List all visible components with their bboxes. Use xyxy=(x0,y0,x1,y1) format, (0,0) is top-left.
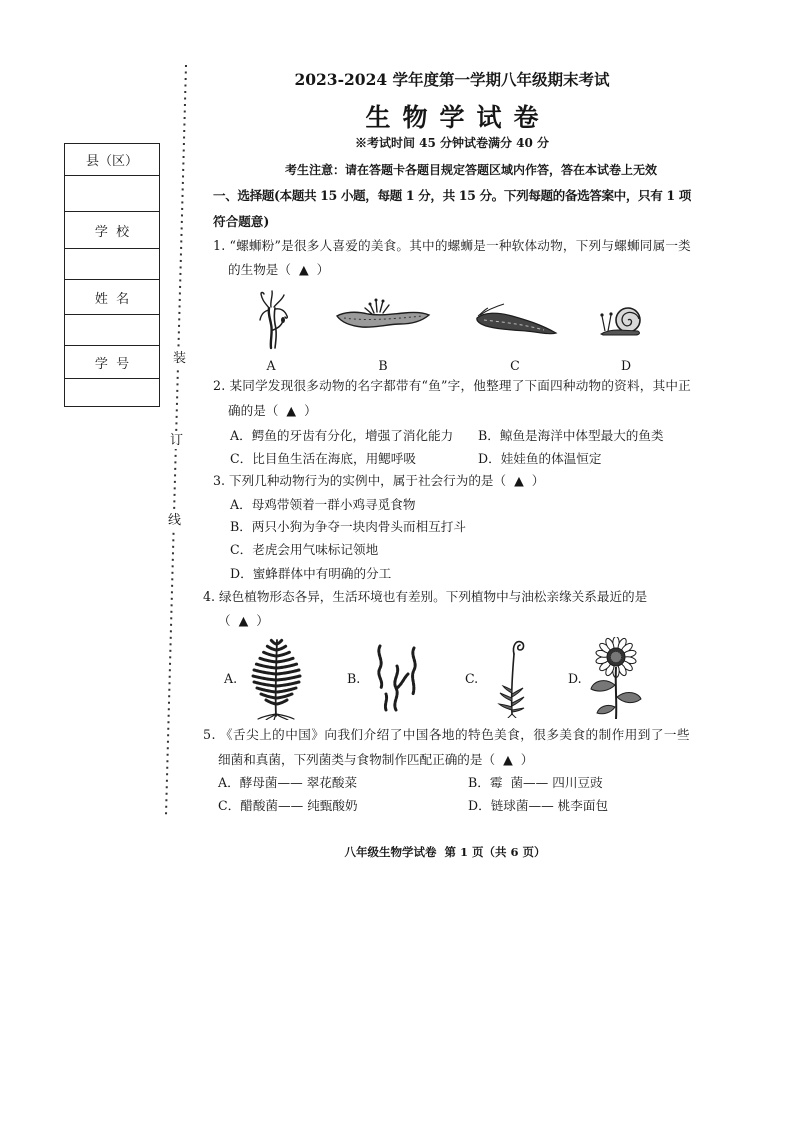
fern-image xyxy=(246,636,304,720)
question-4-option-a-label: A. xyxy=(224,671,238,686)
exam-title: 2023-2024 学年度第一学期八年级期末考试 xyxy=(294,70,610,89)
question-1-number: 1. xyxy=(213,238,226,253)
binding-char-ding: 订 xyxy=(170,433,184,448)
question-2-option-b: B．鲸鱼是海洋中体型最大的鱼类 xyxy=(478,428,664,443)
section-heading-line-1: 一、选择题(本题共 15 小题，每题 1 分，共 15 分。下列每题的备选答案中，只有 1 项 xyxy=(213,188,691,203)
question-2-number: 2. xyxy=(213,378,226,393)
question-4-option-d-label: D. xyxy=(568,671,582,686)
question-3-number: 3. xyxy=(213,473,226,488)
candidate-notice: 考生注意：请在答题卡各题目规定答题区域内作答，答在本试卷上无效 xyxy=(285,163,658,177)
question-5-option-b: B．霉 菌—— 四川豆豉 xyxy=(468,775,603,790)
subject-title: 生物学试卷 xyxy=(365,103,551,132)
county-field xyxy=(65,176,159,212)
question-2-option-d: D．娃娃鱼的体温恒定 xyxy=(478,451,602,466)
question-5-stem-line-2: 细菌和真菌，下列菌类与食物制作匹配正确的是（ ▲ ） xyxy=(218,752,534,767)
algae-image xyxy=(372,644,420,714)
question-3-stem: 3. 下列几种动物行为的实例中，属于社会行为的是（ ▲ ） xyxy=(213,473,545,488)
snail-image xyxy=(598,300,644,338)
student-number-field xyxy=(65,379,159,406)
question-5-option-c: C．醋酸菌—— 纯甄酸奶 xyxy=(218,798,358,813)
question-3-option-a: A．母鸡带领着一群小鸡寻觅食物 xyxy=(230,497,416,512)
county-label: 县（区） xyxy=(65,144,159,176)
question-4-option-c-label: C. xyxy=(465,671,479,686)
section-heading-line-2: 符合题意) xyxy=(213,214,270,229)
question-1-option-d-label: D xyxy=(620,358,632,373)
hydra-image xyxy=(254,290,294,350)
name-label: 姓 名 xyxy=(65,280,159,315)
question-3-option-d: D．蜜蜂群体中有明确的分工 xyxy=(230,566,392,581)
school-label: 学 校 xyxy=(65,212,159,249)
question-4-number: 4. xyxy=(203,589,216,604)
question-2-stem-line-2: 确的是（ ▲ ） xyxy=(228,403,317,418)
question-5-option-a: A．酵母菌—— 翠花酸菜 xyxy=(218,775,358,790)
student-number-label: 学 号 xyxy=(65,346,159,379)
sunflower-image xyxy=(587,637,645,721)
binding-char-xian: 线 xyxy=(168,513,182,528)
school-field xyxy=(65,249,159,280)
question-2-option-c: C．比目鱼生活在海底，用鳃呼吸 xyxy=(230,451,416,466)
student-info-table xyxy=(64,143,160,407)
question-2-option-a: A．鳄鱼的牙齿有分化，增强了消化能力 xyxy=(230,428,454,443)
question-1-stem-line-1: 1. “螺蛳粉”是很多人喜爱的美食。其中的螺蛳是一种软体动物，下列与螺蛳同属一类 xyxy=(213,238,691,253)
question-3-option-b: B．两只小狗为争夺一块肉骨头而相互打斗 xyxy=(230,519,466,534)
question-1-option-c-label: C xyxy=(510,358,520,373)
moss-image xyxy=(490,638,530,718)
question-4-stem-line-1: 4. 绿色植物形态各异，生活环境也有差别。下列植物中与油松亲缘关系最近的是 xyxy=(203,589,648,604)
question-5-number: 5. xyxy=(203,727,216,742)
question-2-stem-line-1: 2. 某同学发现很多动物的名字都带有“鱼”字，他整理了下面四种动物的资料，其中正 xyxy=(213,378,691,393)
question-1-option-a-label: A xyxy=(266,358,276,373)
question-1-stem-line-2: 的生物是（ ▲ ） xyxy=(228,262,330,277)
question-5-stem-line-1: 5. 《舌尖上的中国》向我们介绍了中国各地的特色美食，很多美食的制作用到了一些 xyxy=(203,727,690,742)
sandworm-image xyxy=(334,296,432,336)
question-4-option-b-label: B. xyxy=(347,671,361,686)
question-1-option-b-label: B xyxy=(378,358,388,373)
planarian-image xyxy=(472,302,560,338)
question-4-stem-line-2: （ ▲ ） xyxy=(218,613,269,628)
exam-info: ※考试时间 45 分钟试卷满分 40 分 xyxy=(354,136,550,150)
question-3-option-c: C．老虎会用气味标记领地 xyxy=(230,542,379,557)
name-field xyxy=(65,315,159,346)
question-5-option-d: D．链球菌—— 桃李面包 xyxy=(468,798,609,813)
page-footer: 八年级生物学试卷 第 1 页（共 6 页） xyxy=(344,845,546,859)
binding-char-zhuang: 装 xyxy=(173,351,187,366)
